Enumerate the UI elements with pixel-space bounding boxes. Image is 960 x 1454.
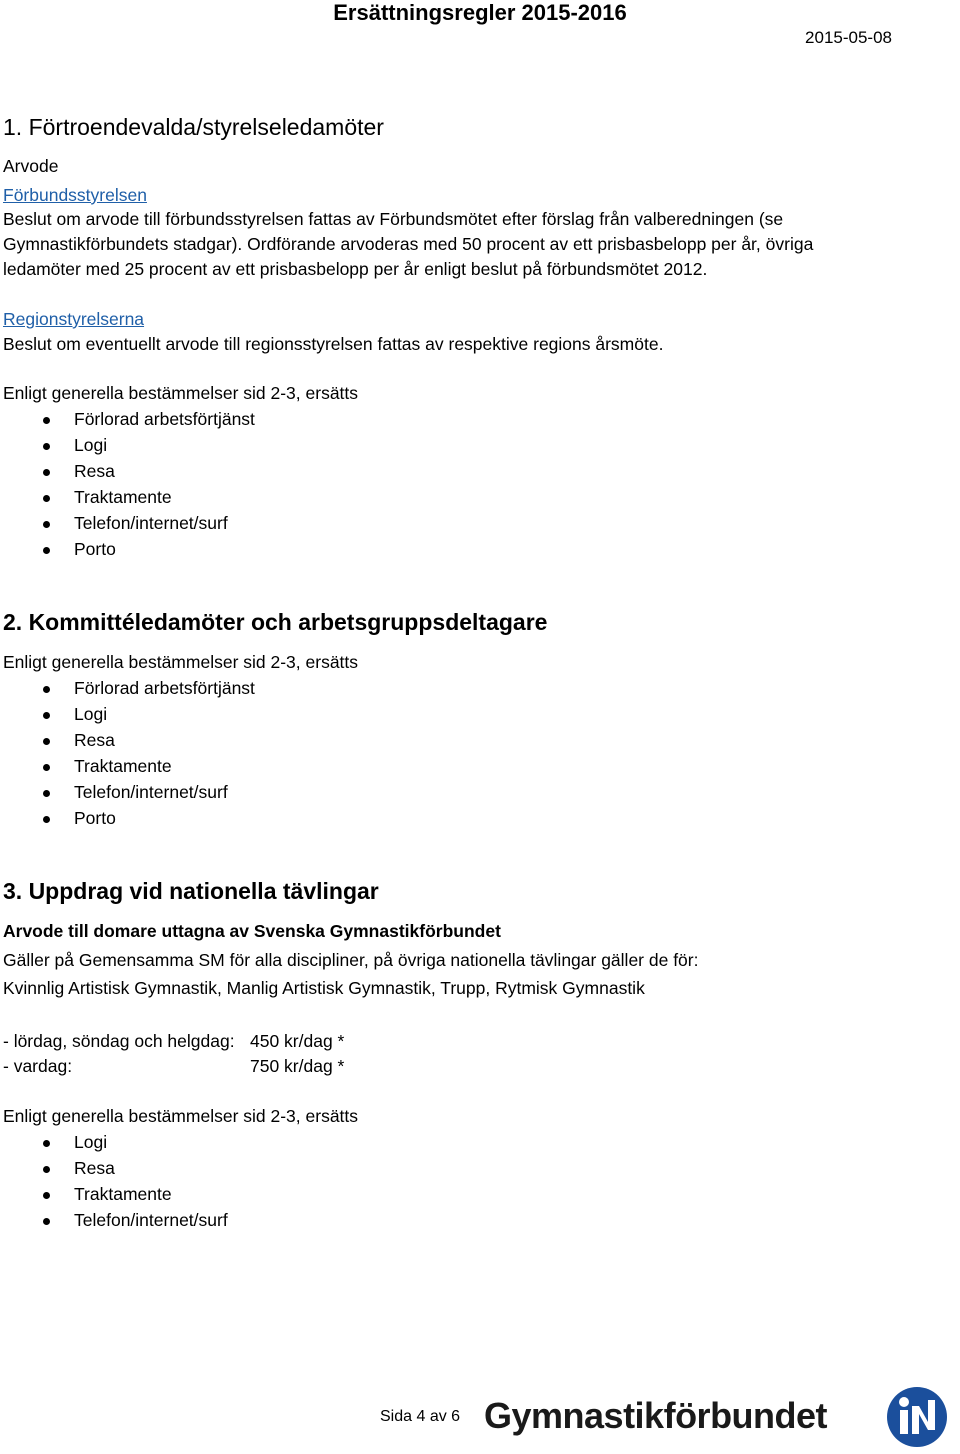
- document-title: Ersättningsregler 2015-2016: [333, 0, 627, 25]
- bullet-icon: [43, 1192, 50, 1199]
- bullet-icon: [43, 547, 50, 554]
- section-3-subheading: Arvode till domare uttagna av Svenska Gymnastikförbundet: [3, 921, 501, 941]
- document-date: 2015-05-08: [805, 28, 892, 47]
- bullet-icon: [43, 738, 50, 745]
- bullet-icon: [43, 712, 50, 719]
- bullet-icon: [43, 417, 50, 424]
- paragraph-regions: Beslut om eventuellt arvode till regionsstyrelsen fattas av respektive regions årsmöte.: [3, 334, 664, 354]
- bullet-icon: [43, 816, 50, 823]
- rate-weekday-label: - vardag:: [3, 1056, 73, 1076]
- paragraph-line: ledamöter med 25 procent av ett prisbasbelopp per år enligt beslut på förbundsmötet 2012.: [3, 259, 708, 279]
- list-intro: Enligt generella bestämmelser sid 2-3, ersätts: [3, 1106, 359, 1126]
- bullet-icon: [43, 686, 50, 693]
- section-3-heading: 3. Uppdrag vid nationella tävlingar: [3, 878, 379, 904]
- bullet-icon: [43, 521, 50, 528]
- page-number: Sida 4 av 6: [380, 1408, 461, 1425]
- bullet-icon: [43, 764, 50, 771]
- bullet-icon: [43, 469, 50, 476]
- bullet-icon: [43, 1166, 50, 1173]
- rate-weekend-value: 450 kr/dag *: [250, 1031, 345, 1051]
- regionstyrelserna-label: Regionstyrelserna: [3, 309, 145, 329]
- list-intro: Enligt generella bestämmelser sid 2-3, ersätts: [3, 383, 359, 403]
- paragraph-line: Gäller på Gemensamma SM för alla discipliner, på övriga nationella tävlingar gäller de för:: [3, 950, 699, 970]
- bullet-icon: [43, 443, 50, 450]
- logo-text: Gymnastikförbundet: [484, 1395, 828, 1436]
- list-intro: Enligt generella bestämmelser sid 2-3, ersätts: [3, 652, 359, 672]
- gymnastikforbundet-logo-icon: [886, 1386, 948, 1448]
- bullet-icon: [43, 790, 50, 797]
- paragraph-line: Gymnastikförbundets stadgar). Ordförande arvoderas med 50 procent av ett prisbasbelopp per år, övriga: [3, 234, 814, 254]
- bullet-icon: [43, 495, 50, 502]
- section-2-heading: 2. Kommittéledamöter och arbetsgruppsdeltagare: [3, 609, 548, 635]
- section-1-heading: 1. Förtroendevalda/styrelseledamöter: [3, 114, 384, 140]
- arvode-label: Arvode: [3, 156, 59, 176]
- paragraph-line: Beslut om arvode till förbundsstyrelsen fattas av Förbundsmötet efter förslag från valberedningen (se: [3, 209, 784, 229]
- rate-weekday-value: 750 kr/dag *: [250, 1056, 345, 1076]
- bullet-icon: [43, 1218, 50, 1225]
- bullet-icon: [43, 1140, 50, 1147]
- rate-weekend-label: - lördag, söndag och helgdag:: [3, 1031, 235, 1051]
- forbundsstyrelsen-label: Förbundsstyrelsen: [3, 185, 147, 205]
- paragraph-line: Kvinnlig Artistisk Gymnastik, Manlig Artistisk Gymnastik, Trupp, Rytmisk Gymnastik: [3, 978, 645, 998]
